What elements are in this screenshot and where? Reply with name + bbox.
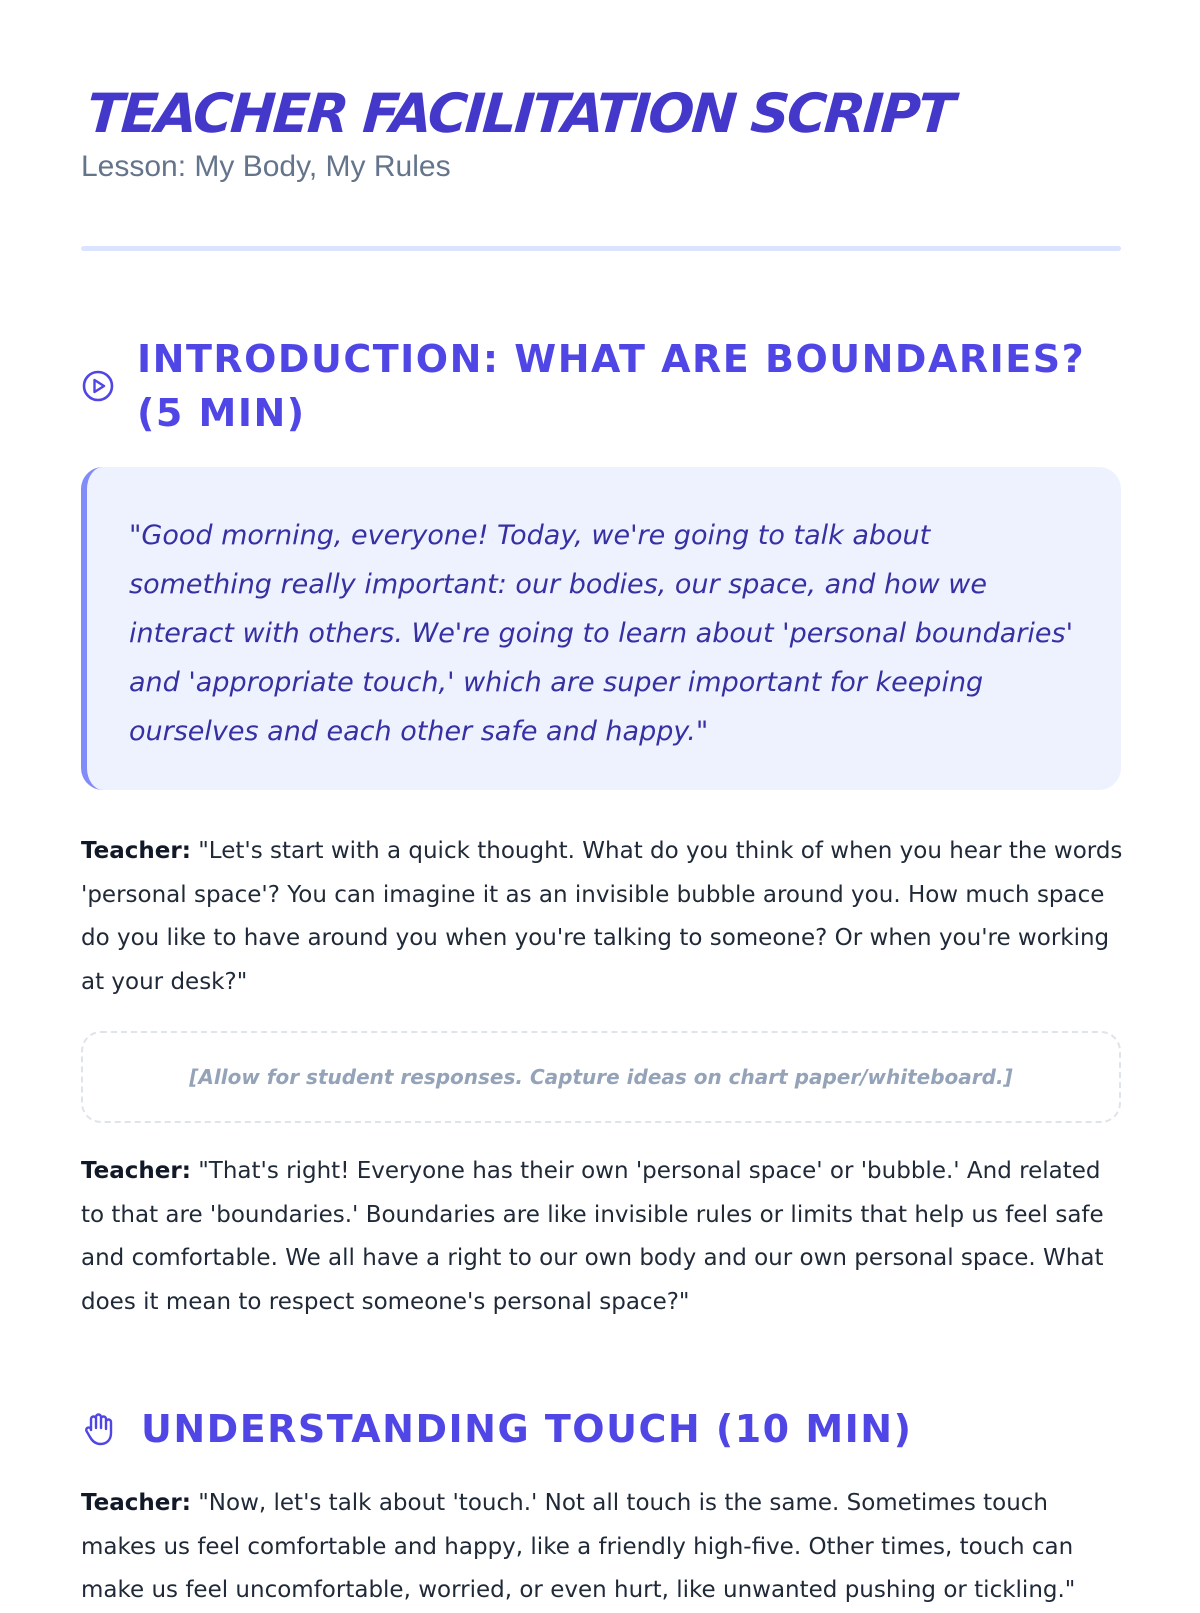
facilitator-note-box <box>81 1031 1121 1123</box>
speaker-label: Teacher: <box>81 838 191 864</box>
section-heading-text: INTRODUCTION: WHAT ARE BOUNDARIES? (5 MIN) <box>137 337 1086 435</box>
section-heading-text: UNDERSTANDING TOUCH (10 MIN) <box>141 1407 913 1451</box>
teacher-speech: "That's right! Everyone has their own 'personal space' or 'bubble.' And related to that are 'boundaries.' Boundaries are like invisible rules or limits that help us feel safe and comfortable. We all have a right to our own body and our own personal space. What does it mean to respect someone's personal space?" <box>81 1158 1104 1315</box>
teacher-speech: "Let's start with a quick thought. What do you think of when you hear the words 'personal space'? You can imagine it as an invisible bubble around you. How much space do you like to have around you when you're talking to someone? Or when you're working at your desk?" <box>81 838 1123 995</box>
teacher-paragraph <box>81 830 1126 1004</box>
lesson-subtitle: Lesson: My Body, My Rules <box>81 150 451 183</box>
play-circle-icon <box>81 369 115 403</box>
document-title: TEACHER FACILITATION SCRIPT <box>84 82 955 145</box>
intro-quote-text: "Good morning, everyone! Today, we're going to talk about something really important: our bodies, our space, and how we interact with others. We're going to learn about 'personal boundaries' and 'appropriate touch,' which are super important for keeping ourselves and each other safe and happy." <box>129 520 1074 747</box>
facilitator-note-text: [Allow for student responses. Capture ideas on chart paper/whiteboard.] <box>189 1065 1013 1089</box>
header-divider <box>81 246 1121 251</box>
teacher-paragraph <box>81 1482 1126 1613</box>
speaker-label: Teacher: <box>81 1490 191 1516</box>
section-heading-introduction <box>81 332 1121 440</box>
speaker-label: Teacher: <box>81 1158 191 1184</box>
teacher-speech: "Now, let's talk about 'touch.' Not all touch is the same. Sometimes touch makes us feel comfortable and happy, like a friendly high-five. Other times, touch can make us feel uncomfortable, worried, or even hurt, like unwanted pushing or tickling." <box>81 1490 1076 1603</box>
teacher-paragraph <box>81 1150 1126 1324</box>
hand-icon <box>81 1410 119 1448</box>
section-heading-understanding-touch <box>81 1402 1121 1456</box>
intro-quote-box <box>81 467 1121 790</box>
